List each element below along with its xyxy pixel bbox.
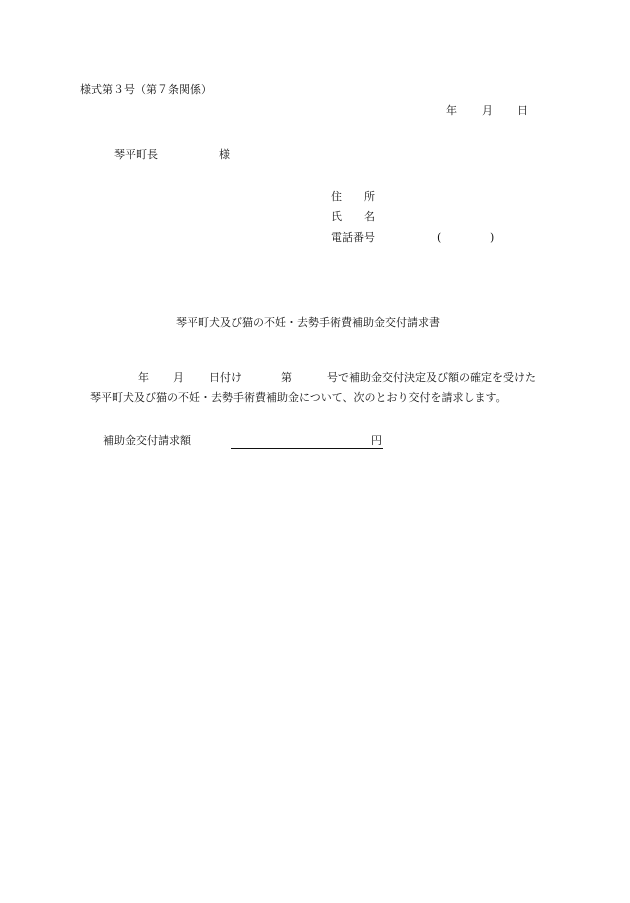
date-month-label: 月 [482, 104, 493, 117]
addressee-honorific: 様 [219, 148, 230, 161]
applicant-name-label: 氏 名 [331, 210, 375, 223]
body-date-suffix: 日付け [209, 371, 242, 384]
amount-unit: 円 [371, 434, 382, 447]
amount-underline [231, 434, 383, 449]
phone-paren-close: ) [490, 231, 495, 244]
date-year-label: 年 [446, 104, 457, 117]
body-year-label: 年 [138, 371, 149, 384]
amount-label: 補助金交付請求額 [103, 434, 191, 447]
date-day-label: 日 [517, 104, 528, 117]
document-title: 琴平町犬及び猫の不妊・去勢手術費補助金交付請求書 [176, 316, 440, 329]
applicant-address-label: 住 所 [331, 190, 375, 203]
form-number-label: 様式第３号（第７条関係） [80, 83, 212, 96]
body-number-prefix: 第 [281, 371, 292, 384]
phone-paren-open: ( [437, 231, 442, 244]
addressee-name: 琴平町長 [114, 148, 158, 161]
applicant-phone-label: 電話番号 [331, 231, 375, 244]
body-month-label: 月 [173, 371, 184, 384]
body-line1-text: 号で補助金交付決定及び額の確定を受けた [327, 371, 536, 384]
body-line2-text: 琴平町犬及び猫の不妊・去勢手術費補助金について、次のとおり交付を請求します。 [90, 391, 507, 404]
